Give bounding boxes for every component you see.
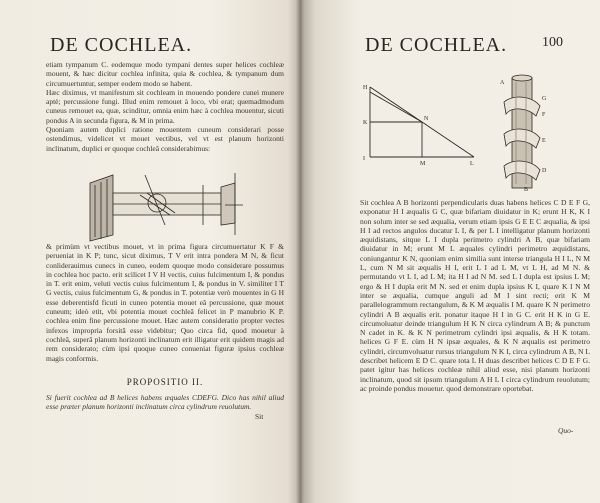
helical-screw-figure xyxy=(498,72,548,192)
screw-machine-figure xyxy=(85,165,245,243)
svg-text:G: G xyxy=(542,96,547,102)
catchword: Sit xyxy=(255,412,264,421)
paragraph: Sit cochlea A B horizonti perpendicularis duas habens helices C D E F G, exponatur H I æqualis G C, quæ bifariam diuidatur in K; erunt H K, K I non solum inter se sed æqualia, verum etiam ipsis G E E C æqualia, & ipsi H I ad rectos angulos ducatur L I, & per L I intelligatur planum horizonti æquidistans, sitque L I dupla perimetro cylindri A B, quæ bifariam diuidatur in M; erunt M L æquales cylindri perimetro æquidistans, coniungantur K N, quoniam enim similia sunt interse triangula H I L, N M L, cum N M sit æqualis H I, erit L I ad L M, vt L H, ad M N. & permutando vt L I, ad L M; ita H I ad N M. sed L I dupla est ipsius L M; ergo & H I dupla erit M N. sed et enim dupla ipsius K I, quare K I N M inter se æqualia, cumque anguli ad M I sint recti; erit K M parallelogrammum rectangulum, & K M æqualis I M. quare K N perimetro cylindri A B æqualis erit. ponatur itaque H I in G C. erit H K in G E. circumoluatur deinde triangulum H K N circa cylindrum A B; & punctum N cadet in K. & K N perimetrum cylindri ipsi æqualis, & H K totam. helices G F E. cùm H N ipsæ æquales, & K N æqualis est perimetro cylindri, circumvoluatur rursus triangulum N K I, circa cylindrum A B, N L describet helicem E D C. quare tota L H duas describet helices C D E F G. patet igitur has helices cochleæ nihil aliud esse, nisi planum horizonti inclinatum, quod sit ipsum triangulum A H L I circa cylindrum reuolutum; ac proinde pondus mouetur. quod demonstrare oportebat. xyxy=(360,198,590,393)
paragraph: & primùm vt vectibus mouet, vt in prima figura circumuertatur K F & perueniat in K P; tunc, sicut diximus, T V erit intra pondera M N, & ficut conliderauimus cunecs in cuneo, eodem quoque modo considerare possumus in cochlea hoc pacto. erit scilicet I V H vectis, cuius fulcimentum I, & pondus in T. erit enim, veluti vectis cuius fulcimentum I, & pondus in V. similiter I T G vectis, cuius fulcimentum G, & pondus in T. potentiæ verò mouentes in G H esse deberentisfd ficuti in cuneo potentia mouet eâ percussione, quæ mouet cuneum; ideò etit, vbi potentia mouet cochleâ felicet in P manubrio K P. cochlea enim fine percussione mouet. Hæc autem consideratio propter vectes infexos impropria forsitâ esse videbitur; Quo circa fid, quod mouetur à cochleâ, superâ planum horizonti inclinatum erit illigatur erit quidem magis ad rem considerato; cùm ipsi quoque cuneo conueniat figuræ ipsius cochleæ magis conformis. xyxy=(46,242,284,363)
paragraph: etiam tympanum C. eodemque modo tympani dentes super helices cochleæ mouent, & hæc dicitur cochlea infinita, quia & cochlea, & tympanum dum circumuertuntur, semper eodem modo se habent. xyxy=(46,60,284,88)
paragraph: Hæc diximus, vt manifestum sit cochleam in mouendo pondere cunei munere aptè; percussione fungi. Illud enim remouet à loco, vbi erat; quemadmodum cuneus remouet ea, quæ, scinditur, omnia enim hæc à cochlea mouentur, sicuti pondus A in secunda figura, & M in prima. xyxy=(46,87,284,125)
folio-number: 100 xyxy=(542,35,563,50)
right-running-head: DE COCHLEA. xyxy=(365,34,508,56)
svg-text:L: L xyxy=(470,161,474,167)
book-gutter xyxy=(296,0,304,503)
svg-text:H: H xyxy=(363,85,368,91)
svg-text:F: F xyxy=(542,112,546,118)
left-text-block-1 xyxy=(46,60,284,153)
paragraph: Quoniam autem duplici ratione mouentem cuneum considerari posse ostendimus, videlicet vt mouet vectibus, vel vt est planum horizonti inclinatum, duplici er quoque cochleâ considerabimus: xyxy=(46,125,284,153)
svg-text:A: A xyxy=(500,80,505,86)
svg-text:M: M xyxy=(420,161,426,167)
triangle-diagram xyxy=(362,82,477,167)
right-text-block xyxy=(360,198,590,393)
svg-text:I: I xyxy=(363,156,365,162)
svg-text:N: N xyxy=(424,116,429,122)
svg-text:E: E xyxy=(542,138,546,144)
proposition-statement: Si fuerit cochlea ad B helices habens æquales CDEFG. Dico has nihil aliud esse præter planum horizonti inclinatum circa cylindrum reuolutum. xyxy=(46,393,284,412)
left-text-block-2 xyxy=(46,242,284,363)
left-running-head: DE COCHLEA. xyxy=(50,34,193,56)
catchword: Quo- xyxy=(558,426,574,435)
proposition-heading: PROPOSITIO II. xyxy=(126,377,204,387)
right-page xyxy=(300,0,600,503)
svg-text:D: D xyxy=(542,168,547,174)
svg-text:K: K xyxy=(363,120,368,126)
svg-text:B: B xyxy=(524,187,529,192)
